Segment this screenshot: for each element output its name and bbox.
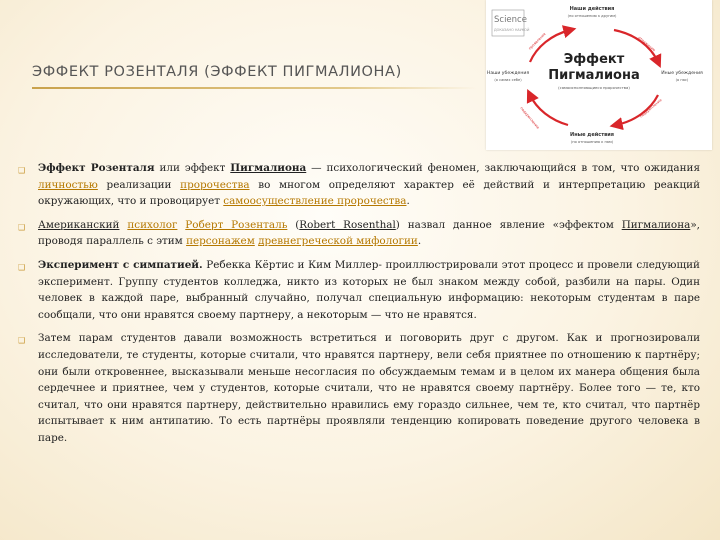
pygmalion-diagram <box>486 0 712 150</box>
center-title-line1: Эффект <box>563 52 625 67</box>
node-bottom-sub: (по отношению к нам) <box>570 140 614 144</box>
text-span: Эксперимент с симпатией. <box>38 258 203 271</box>
hyperlink[interactable]: древнегреческой мифологии <box>258 235 418 248</box>
node-right-sub: (о нас) <box>675 78 689 82</box>
text-span: во многом определяют характер её действий и интерпретацию реакций окружающих, что и провоцирует <box>38 178 700 208</box>
hyperlink[interactable]: пророчества <box>180 178 250 191</box>
hyperlink[interactable]: персонажем <box>186 235 255 248</box>
arrow-label-bl: подкрепление <box>519 106 540 130</box>
text-span: », проводя параллель с этим <box>38 218 700 248</box>
arrow-label-tl: проявление <box>527 31 547 51</box>
node-left-sub: (о самих себе) <box>494 78 522 82</box>
text-span: . <box>417 235 422 248</box>
bullet-list <box>18 160 701 454</box>
text-span: Эффект Розенталя <box>38 162 155 174</box>
hyperlink[interactable]: самоосуществление пророчества <box>223 195 407 208</box>
text-span: Пигмалиона <box>621 218 691 231</box>
text-span: . <box>406 195 410 208</box>
text-span: Затем парам студентов давали возможность встретиться и поговорить друг с другом. Как и прогнозировали исследователи, те студенты, которые считали, что нравятся партнеру, вели себя приятнее по отношению к партнёру; они были откровеннее, высказывали меньше несогласия по обсуждаемым темам и в целом их манера общения была сердечнее и приятнее, чем у студентов, которые считали, что не нравятся своему партнёру. Более того — те, кто считал, что они нравятся партнеру, действительно нравились ему гораздо сильнее, чем те, кто считал, что партнёр испытывает к ним антипатию. То есть партнёры проявляли тенденцию копировать поведение другого человека в паре. <box>38 332 700 444</box>
logo-text: Science <box>494 15 527 25</box>
node-left-label: Наши убеждения <box>486 71 530 76</box>
bullet-item <box>18 257 700 323</box>
arrow-bottom-left <box>530 95 568 125</box>
logo-subtext: ДОКАЗАНО НАУКОЙ <box>494 28 530 32</box>
center-title-line2: Пигмалиона <box>548 68 640 83</box>
bullet-icon: ❑ <box>18 166 26 175</box>
text-span: или эффект <box>154 162 231 174</box>
bullet-icon: ❑ <box>18 336 26 346</box>
node-top-label: Наши действия <box>569 6 615 12</box>
text-span: Ребекка Кёртис и Ким Миллер- проиллюстрировали этот процесс и провели следующий эксперимент. Группу студентов колледжа, никто из которых не был знаком между собой, разбили на пары. Один человек в каждой паре, выбранный случайно, получал специальную информацию: некоторым студентам в паре сообщали, что они нравятся своему партнеру, а некоторым — что не нравятся. <box>38 258 700 321</box>
text-span: Robert Rosenthal <box>299 218 396 231</box>
bullet-item <box>18 217 700 250</box>
text-span: реализации <box>97 178 181 191</box>
hyperlink[interactable]: психолог <box>127 218 178 231</box>
text-span: — психологический феномен, заключающийся в том, что ожидания <box>306 162 701 174</box>
bullet-item <box>18 160 701 210</box>
bullet-icon: ❑ <box>18 262 26 272</box>
bullet-icon: ❑ <box>18 222 26 232</box>
slide-title: ЭФФЕКТ РОЗЕНТАЛЯ (ЭФФЕКТ ПИГМАЛИОНА) <box>32 64 402 80</box>
bullet-item <box>18 330 700 446</box>
title-underline <box>32 87 477 89</box>
text-span: Американский <box>38 218 120 231</box>
hyperlink[interactable]: Роберт Розенталь <box>185 218 288 231</box>
node-right-label: Иные убеждения <box>661 71 703 76</box>
pygmalion-cycle-svg <box>486 0 712 150</box>
hyperlink[interactable]: личностью <box>38 178 98 191</box>
center-subtitle: (самоисполняющиеся пророчества) <box>558 85 630 90</box>
text-span: ( <box>287 218 300 231</box>
text-span: ) назвал данное явление «эффектом <box>395 218 622 231</box>
text-span: Пигмалиона <box>230 162 307 174</box>
arrow-label-tr: отражение <box>637 35 657 53</box>
node-bottom-label: Иные действия <box>570 132 614 138</box>
node-top-sub: (по отношению к другим) <box>567 14 617 18</box>
arrow-label-br: подкрепление <box>639 98 663 119</box>
